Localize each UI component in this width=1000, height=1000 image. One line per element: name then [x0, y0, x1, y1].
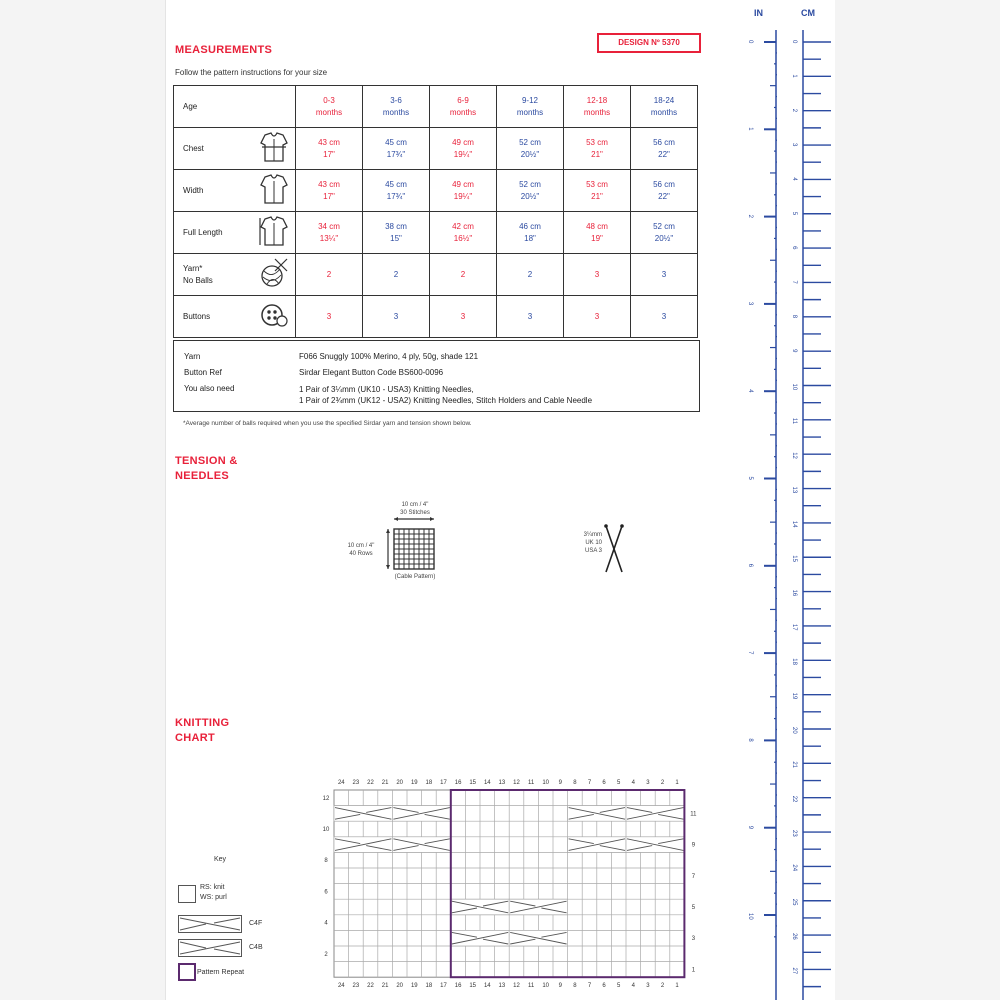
chart-col-number-bottom: 2	[660, 983, 665, 990]
ruler-cm-number: 18	[791, 658, 797, 665]
chart-col-number-top: 5	[617, 780, 621, 786]
key-c4f-label: C4F	[249, 920, 263, 927]
yarn-ball-icon	[259, 257, 289, 289]
size-value: 9-12 months	[497, 86, 564, 128]
size-value: 2	[363, 254, 430, 296]
chart-col-number-bottom: 20	[396, 983, 404, 990]
button-ref-label: Button Ref	[184, 368, 222, 377]
chart-row-number-right: 3	[691, 936, 696, 943]
chart-col-number-bottom: 24	[337, 983, 345, 990]
chart-row-number-right: 7	[691, 873, 696, 880]
size-value: 12-18 months	[564, 86, 631, 128]
row-icon-cell	[253, 128, 296, 170]
size-value: 53 cm 21"	[564, 170, 631, 212]
cardigan-width-icon	[259, 173, 289, 205]
ruler-cm-number: 22	[791, 795, 797, 803]
chart-col-number-top: 21	[381, 780, 389, 786]
size-value: 45 cm 17¾"	[363, 128, 430, 170]
chart-col-number-top: 19	[410, 780, 418, 786]
ruler-inch-number: 10	[747, 913, 753, 920]
tension-height-label	[336, 542, 386, 558]
chart-col-number-top: 11	[527, 780, 535, 786]
tension-title: TENSION & NEEDLES	[175, 455, 238, 482]
chart-row-number-right: 9	[691, 842, 696, 849]
key-c4f-symbol	[178, 915, 242, 933]
chart-col-number-top: 18	[425, 780, 433, 786]
also-need-label: You also need	[184, 384, 235, 393]
key-repeat-label: Pattern Repeat	[197, 969, 245, 976]
chart-col-number-bottom: 1	[675, 983, 679, 990]
ruler-cm-number: 3	[791, 143, 797, 147]
needle-size-label	[566, 531, 602, 555]
ruler-cm-number: 23	[791, 830, 797, 837]
measurement-row	[174, 254, 698, 296]
size-value: 43 cm 17"	[296, 170, 363, 212]
ruler-cm-number: 11	[791, 417, 797, 425]
ruler-cm-number: 0	[791, 40, 797, 44]
chart-col-number-top: 14	[483, 780, 491, 786]
ruler-cm-number: 19	[791, 692, 797, 700]
size-value: 52 cm 20½"	[497, 128, 564, 170]
measurement-row	[174, 212, 698, 254]
row-label: Buttons	[174, 296, 254, 338]
ruler-in-label: IN	[754, 8, 763, 18]
row-label: Yarn* No Balls	[174, 254, 254, 296]
tension-rows: 40 Rows	[349, 551, 373, 557]
chart-col-number-bottom: 11	[527, 983, 535, 990]
size-value: 42 cm 16½"	[430, 212, 497, 254]
ruler-cm-number: 15	[791, 555, 797, 562]
ruler-cm-number: 6	[791, 246, 797, 250]
key-knit-label: RS: knit WS: purl	[200, 884, 227, 901]
needles-value-2: 1 Pair of 2¾mm (UK12 - USA2) Knitting Needles, Stitch Holders and Cable Needle	[299, 396, 593, 405]
row-icon-cell	[253, 296, 296, 338]
measurements-table	[173, 85, 698, 338]
ruler-cm-number: 16	[791, 589, 797, 597]
chart-row-number-right: 5	[691, 905, 696, 911]
left-margin	[0, 0, 165, 1000]
chart-row-number-right: 1	[691, 967, 696, 974]
ruler-inch-number: 6	[747, 563, 753, 568]
ruler-cm-number: 27	[791, 967, 797, 975]
chart-col-number-bottom: 21	[381, 983, 389, 990]
ruler-inch-number: 9	[747, 825, 753, 830]
chart-col-number-bottom: 7	[587, 983, 592, 990]
size-value: 38 cm 15"	[363, 212, 430, 254]
chart-col-number-bottom: 4	[631, 983, 635, 990]
ruler-cm-number: 7	[791, 280, 797, 284]
yarn-info-block	[173, 340, 700, 412]
chart-col-number-bottom: 16	[454, 983, 462, 990]
size-value: 43 cm 17"	[296, 128, 363, 170]
chart-row-number-left: 10	[322, 827, 330, 833]
yarn-value: F066 Snuggly 100% Merino, 4 ply, 50g, shade 121	[299, 352, 479, 361]
chart-col-number-bottom: 17	[440, 983, 447, 990]
size-value: 2	[430, 254, 497, 296]
size-value: 3	[363, 296, 430, 338]
ruler-inch-number: 5	[747, 476, 753, 480]
chart-col-number-top: 24	[337, 780, 345, 786]
ruler	[745, 0, 835, 1000]
knitting-needles-icon	[603, 524, 625, 574]
size-value: 2	[296, 254, 363, 296]
size-value: 56 cm 22"	[631, 170, 698, 212]
chart-col-number-top: 1	[675, 780, 679, 786]
chart-col-number-top: 3	[646, 780, 650, 786]
chart-col-number-top: 10	[542, 780, 550, 786]
ruler-cm-number: 25	[791, 898, 797, 906]
ruler-cm-number: 5	[791, 211, 797, 216]
chart-col-number-top: 6	[602, 780, 606, 786]
ruler-cm-number: 13	[791, 486, 797, 494]
size-value: 34 cm 13¼"	[296, 212, 363, 254]
chart-col-number-top: 22	[367, 780, 374, 786]
size-value: 3	[564, 254, 631, 296]
tension-stitches: 30 Stitches	[400, 510, 430, 516]
chart-col-number-top: 12	[513, 780, 520, 786]
chart-row-number-left: 2	[324, 951, 328, 958]
row-label: Full Length	[174, 212, 254, 254]
chart-row-number-left: 6	[324, 889, 328, 896]
measurement-row	[174, 86, 698, 128]
size-value: 53 cm 21"	[564, 128, 631, 170]
chart-row-number-left: 4	[324, 920, 328, 927]
ruler-inch-number: 2	[747, 214, 753, 218]
size-value: 3	[497, 296, 564, 338]
needle-uk: UK 10	[585, 540, 602, 546]
ruler-cm-number: 24	[791, 864, 797, 872]
needle-mm: 3¼mm	[583, 532, 602, 538]
yarn-footnote: *Average number of balls required when you use the specified Sirdar yarn and tension shown below.	[183, 420, 472, 427]
chart-col-number-top: 23	[352, 780, 360, 786]
key-repeat-swatch	[178, 963, 196, 981]
chart-col-number-top: 20	[396, 780, 404, 786]
key-knit-swatch	[178, 885, 196, 903]
chart-col-number-bottom: 22	[367, 983, 374, 990]
ruler-inch-number: 4	[747, 389, 753, 393]
chart-col-number-top: 9	[558, 780, 562, 786]
chart-col-number-top: 7	[587, 780, 592, 786]
ruler-cm-number: 21	[791, 761, 797, 769]
ruler-inch-number: 3	[747, 301, 753, 306]
tension-swatch-icon	[380, 515, 442, 573]
size-value: 3	[296, 296, 363, 338]
tension-pattern-note: (Cable Pattern)	[394, 574, 436, 580]
ruler-ticks	[745, 0, 835, 1000]
cardigan-length-icon	[259, 215, 289, 247]
size-value: 3	[631, 254, 698, 296]
chart-col-number-bottom: 14	[483, 983, 491, 990]
size-value: 3	[430, 296, 497, 338]
row-icon-cell	[253, 254, 296, 296]
size-value: 18-24 months	[631, 86, 698, 128]
chart-col-number-bottom: 9	[558, 983, 562, 990]
chart-title: KNITTING CHART	[175, 717, 230, 744]
needles-value-1: 1 Pair of 3¼mm (UK10 - USA3) Knitting Needles,	[299, 385, 474, 394]
ruler-cm-number: 1	[791, 74, 797, 78]
ruler-cm-number: 9	[791, 349, 797, 353]
row-label: Width	[174, 170, 254, 212]
size-value: 3-6 months	[363, 86, 430, 128]
size-value: 46 cm 18"	[497, 212, 564, 254]
chart-row-number-left: 8	[324, 858, 328, 865]
chart-col-number-top: 2	[660, 780, 665, 786]
measurements-title: MEASUREMENTS	[175, 44, 273, 56]
chart-col-number-bottom: 18	[425, 983, 433, 990]
button-icon	[259, 299, 289, 331]
size-value: 49 cm 19¼"	[430, 170, 497, 212]
size-value: 6-9 months	[430, 86, 497, 128]
chart-col-number-bottom: 13	[498, 983, 506, 990]
size-value: 56 cm 22"	[631, 128, 698, 170]
measurement-row	[174, 296, 698, 338]
ruler-cm-number: 12	[791, 452, 797, 459]
key-title: Key	[214, 856, 227, 863]
chart-col-number-bottom: 8	[573, 983, 577, 990]
size-value: 45 cm 17¾"	[363, 170, 430, 212]
ruler-inch-number: 1	[747, 127, 753, 131]
size-value: 52 cm 20½"	[631, 212, 698, 254]
row-label: Chest	[174, 128, 254, 170]
size-value: 49 cm 19¼"	[430, 128, 497, 170]
ruler-cm-number: 8	[791, 314, 797, 319]
chart-col-number-top: 4	[631, 780, 635, 786]
size-value: 48 cm 19"	[564, 212, 631, 254]
chart-col-number-top: 15	[469, 780, 477, 786]
needle-usa: USA 3	[584, 548, 602, 554]
ruler-cm-number: 10	[791, 383, 797, 391]
chart-col-number-top: 17	[440, 780, 447, 786]
right-margin	[835, 0, 1000, 1000]
ruler-cm-number: 2	[791, 108, 797, 113]
ruler-inch-number: 8	[747, 738, 753, 742]
chart-col-number-bottom: 10	[542, 983, 550, 990]
size-value: 2	[497, 254, 564, 296]
ruler-cm-number: 4	[791, 177, 797, 181]
design-number-badge: DESIGN Nº 5370	[597, 33, 701, 53]
row-icon-cell	[253, 170, 296, 212]
yarn-label: Yarn	[184, 352, 201, 361]
size-value: 52 cm 20½"	[497, 170, 564, 212]
ruler-cm-number: 26	[791, 933, 797, 940]
chart-col-number-bottom: 15	[469, 983, 477, 990]
key-c4b-label: C4B	[249, 944, 263, 951]
chart-col-number-bottom: 12	[513, 983, 520, 990]
ruler-cm-number: 20	[791, 727, 797, 734]
chart-col-number-bottom: 23	[352, 983, 360, 990]
knitting-chart	[300, 770, 710, 990]
ruler-cm-number: 17	[791, 623, 797, 631]
chart-col-number-bottom: 3	[646, 983, 650, 990]
size-value: 3	[564, 296, 631, 338]
size-value: 0-3 months	[296, 86, 363, 128]
ruler-cm-number: 14	[791, 520, 797, 528]
chart-col-number-top: 8	[573, 780, 577, 786]
tension-width-cm: 10 cm / 4"	[401, 502, 429, 508]
chart-col-number-top: 16	[454, 780, 462, 786]
button-ref-value: Sirdar Elegant Button Code BS600-0096	[299, 368, 444, 377]
ruler-inch-number: 0	[747, 40, 753, 44]
measurement-row	[174, 128, 698, 170]
measurements-intro: Follow the pattern instructions for your size	[175, 68, 328, 77]
chart-row-number-right: 11	[690, 811, 697, 818]
ruler-inch-number: 7	[747, 651, 753, 655]
size-value: 3	[631, 296, 698, 338]
chart-col-number-top: 13	[498, 780, 506, 786]
chart-row-number-left: 12	[322, 795, 330, 802]
ruler-cm-label: CM	[801, 8, 815, 18]
measurement-row	[174, 170, 698, 212]
yarn-labels	[184, 349, 234, 397]
tension-height-cm: 10 cm / 4"	[347, 543, 375, 549]
key-c4b-symbol	[178, 939, 242, 957]
row-label: Age	[174, 86, 296, 128]
chart-col-number-bottom: 6	[602, 983, 606, 990]
row-icon-cell	[253, 212, 296, 254]
chart-col-number-bottom: 19	[410, 983, 418, 990]
yarn-values	[299, 349, 592, 406]
cardigan-chest-icon	[259, 131, 289, 163]
chart-col-number-bottom: 5	[617, 983, 621, 990]
